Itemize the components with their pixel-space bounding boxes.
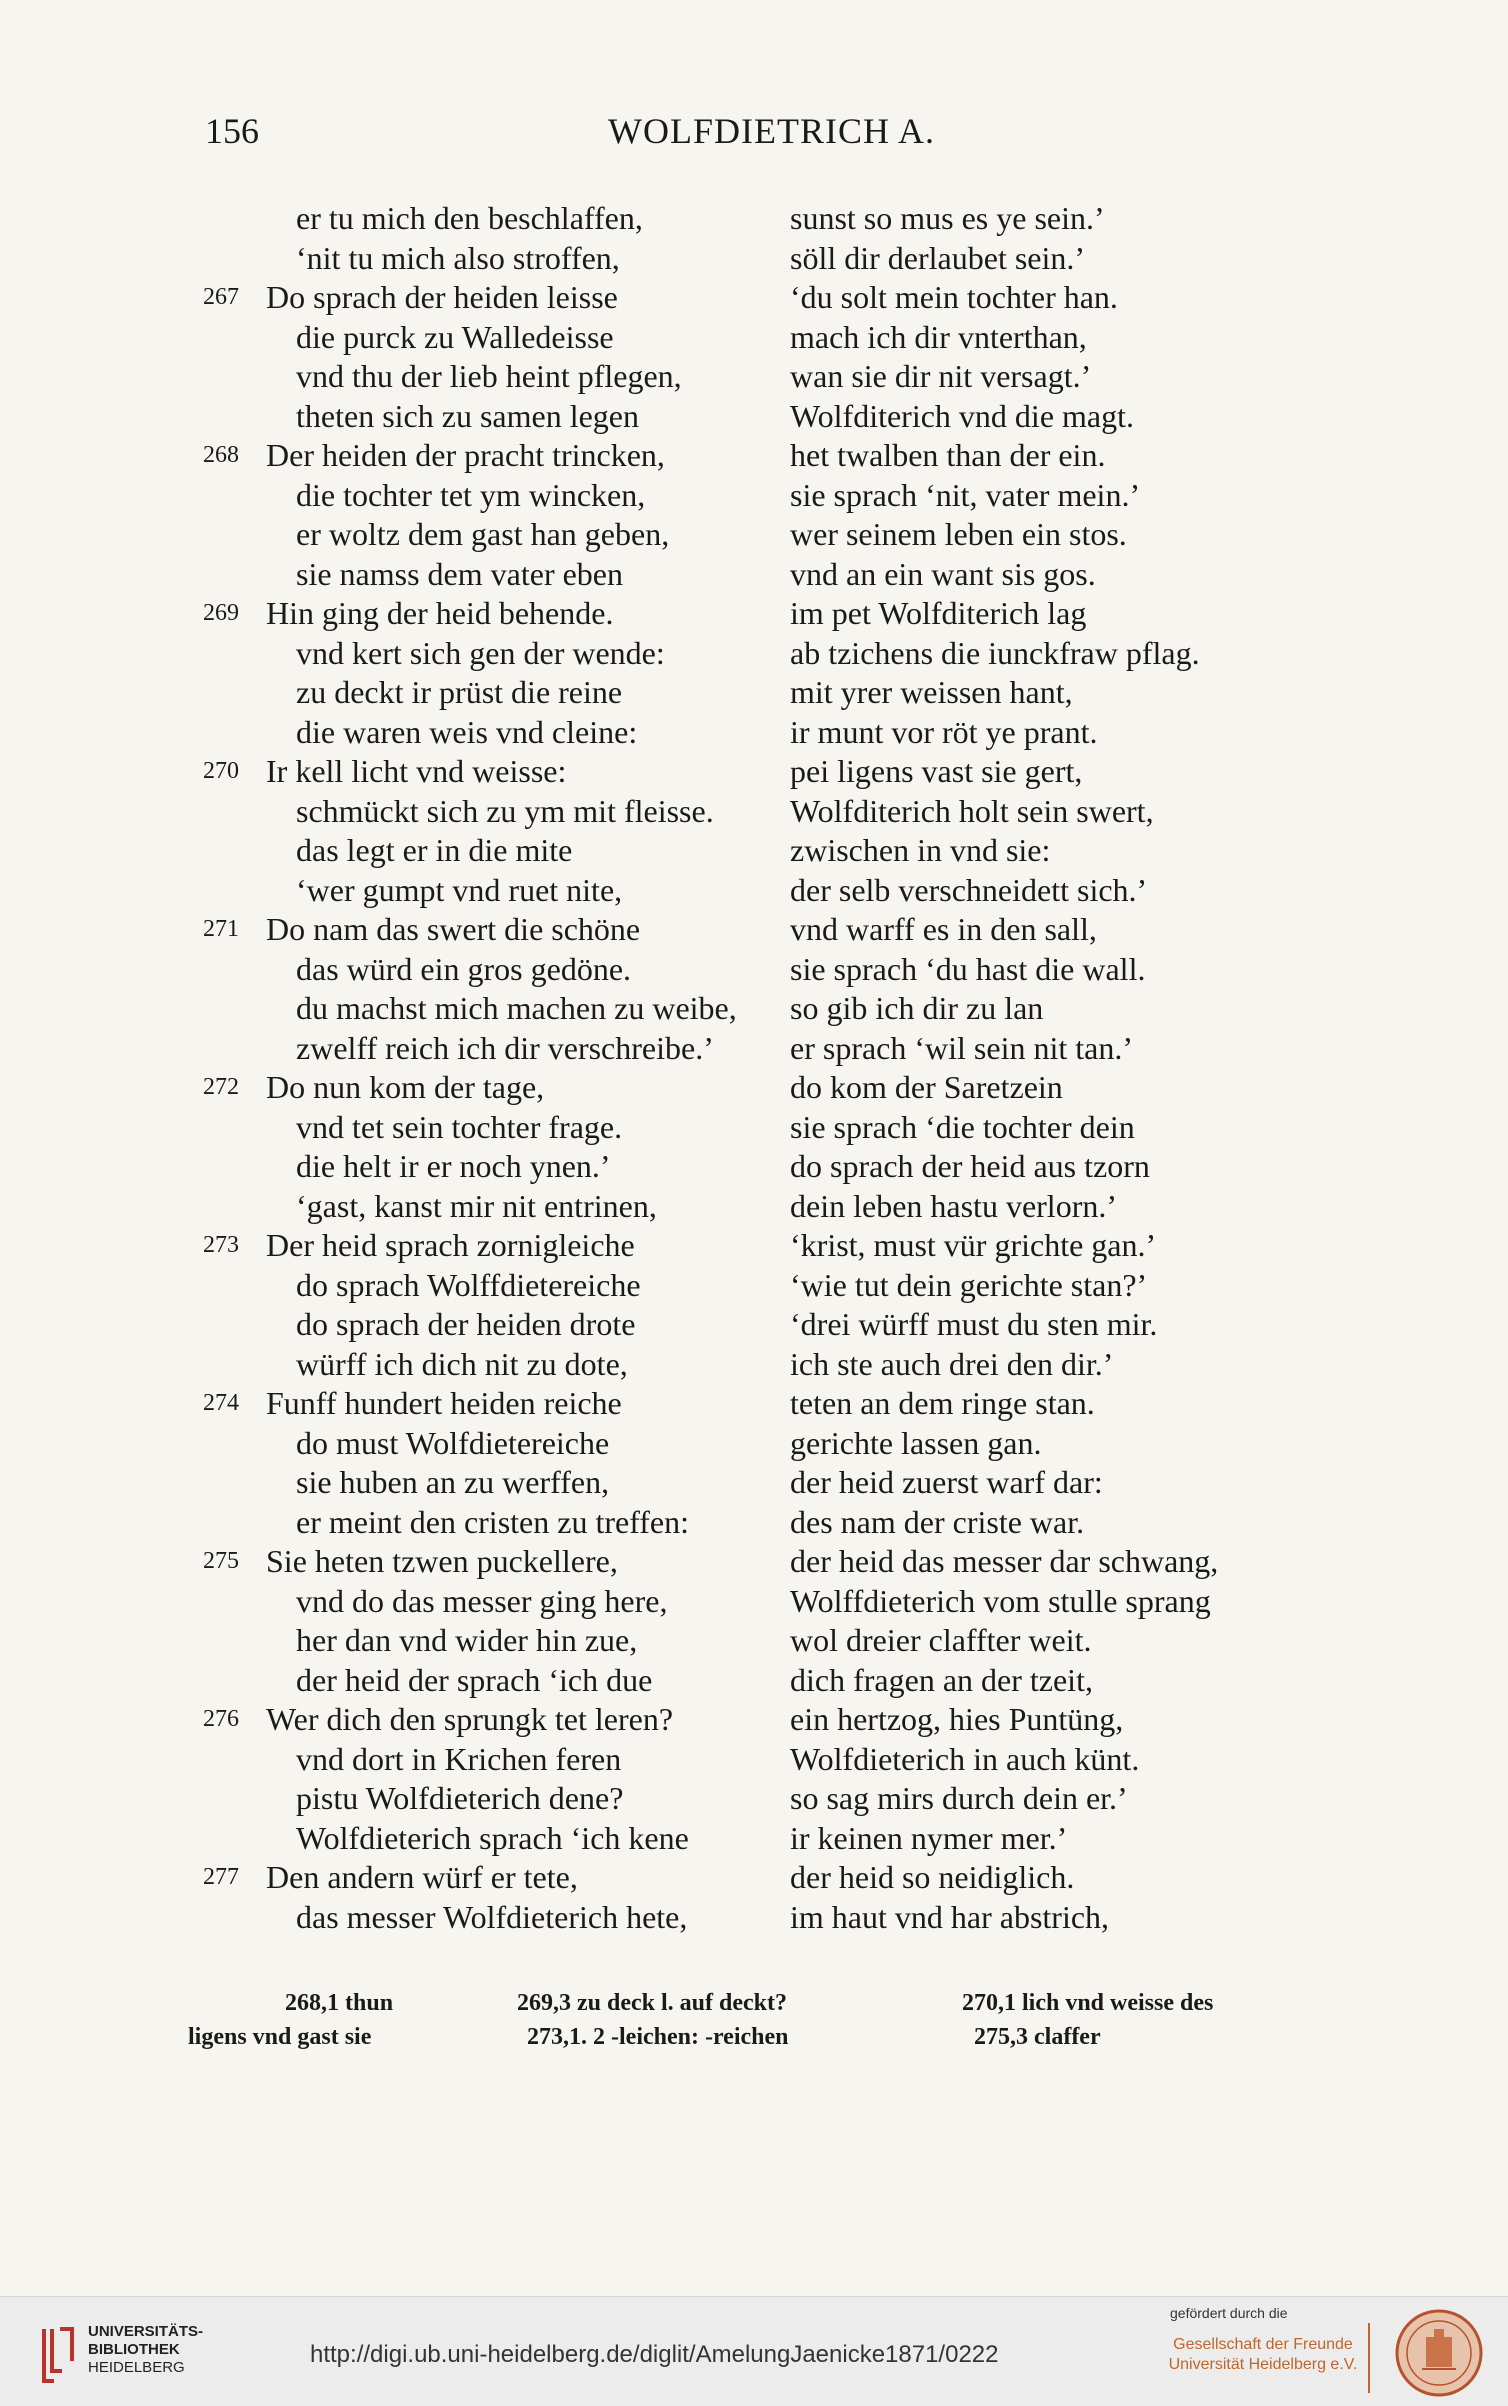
second-half-line: wol dreier claffter weit. [790,1622,1092,1658]
first-half-line: pistu Wolfdieterich dene? [296,1780,624,1816]
second-half-line: ‘du solt mein tochter han. [790,279,1118,315]
first-half-line: sie huben an zu werffen, [296,1464,610,1500]
second-half-line: so gib ich dir zu lan [790,990,1044,1026]
verse-line [0,909,1508,949]
second-half-line: ich ste auch drei den dir.’ [790,1346,1114,1382]
first-half-line: die tochter tet ym wincken, [296,477,646,513]
first-half-line: Do sprach der heiden leisse [266,279,618,315]
verse-line [0,198,1508,238]
university-seal-icon [1384,2307,1494,2399]
first-half-line: die purck zu Walledeisse [296,319,614,355]
second-half-line: sie sprach ‘du hast die wall. [790,951,1146,987]
first-half-line: schmückt sich zu ym mit fleisse. [296,793,714,829]
first-half-line: vnd dort in Krichen feren [296,1741,622,1777]
verse-line [0,988,1508,1028]
first-half-line: du machst mich machen zu weibe, [296,990,737,1026]
second-half-line: het twalben than der ein. [790,437,1106,473]
first-half-line: Ir kell licht vnd weisse: [266,753,567,789]
stanza-number: 268 [203,442,239,468]
first-half-line: der heid der sprach ‘ich due [296,1662,653,1698]
second-half-line: ‘drei würff must du sten mir. [790,1306,1158,1342]
stanza-number: 272 [203,1074,239,1100]
first-half-line: zwelff reich ich dir verschreibe.’ [296,1030,714,1066]
verse-line [0,1541,1508,1581]
second-half-line: söll dir derlaubet sein.’ [790,240,1086,276]
first-half-line: Funff hundert heiden reiche [266,1385,622,1421]
second-half-line: ir keinen nymer mer.’ [790,1820,1068,1856]
second-half-line: im haut vnd har abstrich, [790,1899,1110,1935]
page-header [0,110,1508,170]
first-half-line: er meint den cristen zu treffen: [296,1504,690,1540]
first-half-line: vnd tet sein tochter frage. [296,1109,623,1145]
permalink-url[interactable]: http://digi.ub.uni-heidelberg.de/diglit/AmelungJaenicke1871/0222 [310,2341,999,2368]
verse-line [0,1660,1508,1700]
second-half-line: des nam der criste war. [790,1504,1085,1540]
second-half-line: gerichte lassen gan. [790,1425,1042,1461]
first-half-line: vnd thu der lieb heint pflegen, [296,358,682,394]
footnote: 270,1 lich vnd weisse des [962,1990,1214,2016]
verse-line [0,277,1508,317]
footnote: 275,3 claffer [974,2024,1101,2050]
verse-line [0,317,1508,357]
verse-line [0,1146,1508,1186]
page-number: 156 [205,111,259,151]
verse-line [0,712,1508,752]
first-half-line: do must Wolfdietereiche [296,1425,610,1461]
first-half-line: vnd kert sich gen der wende: [296,635,665,671]
stanza-number: 271 [203,916,239,942]
verse-line [0,1383,1508,1423]
first-half-line: Den andern würf er tete, [266,1859,578,1895]
verse-line [0,1423,1508,1463]
first-half-line: würff ich dich nit zu dote, [296,1346,628,1382]
verse-line [0,356,1508,396]
verse-line [0,1897,1508,1937]
second-half-line: dein leben hastu verlorn.’ [790,1188,1117,1224]
second-half-line: der selb verschneidett sich.’ [790,872,1148,908]
society-name: Gesellschaft der Freunde Universität Heidelberg e.V. [1168,2336,1358,2373]
running-title: WOLFDIETRICH A. [608,111,935,151]
verse-line [0,1265,1508,1305]
first-half-line: her dan vnd wider hin zue, [296,1622,638,1658]
verse-line [0,1067,1508,1107]
first-half-line: er woltz dem gast han geben, [296,516,670,552]
first-half-line: Hin ging der heid behende. [266,595,614,631]
first-half-line: zu deckt ir prüst die reine [296,674,623,710]
second-half-line: vnd warff es in den sall, [790,911,1097,947]
first-half-line: das legt er in die mite [296,832,573,868]
footer-bar [0,2296,1508,2406]
verse-line [0,1699,1508,1739]
verse-line [0,751,1508,791]
verse-line [0,672,1508,712]
second-half-line: mit yrer weissen hant, [790,674,1073,710]
first-half-line: Wolfdieterich sprach ‘ich kene [296,1820,689,1856]
first-half-line: ‘wer gumpt vnd ruet nite, [296,872,623,908]
verse-line [0,1107,1508,1147]
stanza-number: 277 [203,1864,239,1890]
funded-by-label: gefördert durch die [1170,2305,1288,2321]
second-half-line: der heid das messer dar schwang, [790,1543,1219,1579]
second-half-line: vnd an ein want sis gos. [790,556,1096,592]
first-half-line: Do nun kom der tage, [266,1069,545,1105]
second-half-line: pei ligens vast sie gert, [790,753,1083,789]
verse-line [0,1818,1508,1858]
verse-line [0,949,1508,989]
second-half-line: Wolffdieterich vom stulle sprang [790,1583,1211,1619]
verse-line [0,633,1508,673]
second-half-line: ‘wie tut dein gerichte stan?’ [790,1267,1148,1303]
second-half-line: ein hertzog, hies Puntüng, [790,1701,1124,1737]
verse-line [0,1581,1508,1621]
verse-line [0,593,1508,633]
first-half-line: do sprach Wolffdietereiche [296,1267,641,1303]
second-half-line: ‘krist, must vür grichte gan.’ [790,1227,1157,1263]
verse-line [0,1778,1508,1818]
second-half-line: Wolfdieterich in auch künt. [790,1741,1140,1777]
verse-line [0,1462,1508,1502]
second-half-line: er sprach ‘wil sein nit tan.’ [790,1030,1133,1066]
verse-line [0,791,1508,831]
verse-line [0,1739,1508,1779]
second-half-line: ab tzichens die iunckfraw pflag. [790,635,1200,671]
second-half-line: do sprach der heid aus tzorn [790,1148,1150,1184]
second-half-line: der heid zuerst warf dar: [790,1464,1103,1500]
verse-line [0,1344,1508,1384]
footnote: ligens vnd gast sie [188,2024,372,2050]
stanza-number: 276 [203,1706,239,1732]
first-half-line: die waren weis vnd cleine: [296,714,638,750]
second-half-line: im pet Wolfditerich lag [790,595,1087,631]
first-half-line: er tu mich den beschlaffen, [296,200,643,236]
first-half-line: sie namss dem vater eben [296,556,623,592]
second-half-line: wer seinem leben ein stos. [790,516,1127,552]
second-half-line: sunst so mus es ye sein.’ [790,200,1105,236]
library-name: UNIVERSITÄTS- BIBLIOTHEK HEIDELBERG [88,2323,204,2376]
second-half-line: Wolfditerich holt sein swert, [790,793,1154,829]
first-half-line: ‘gast, kanst mir nit entrinen, [296,1188,657,1224]
verse-line [0,475,1508,515]
first-half-line: vnd do das messer ging here, [296,1583,668,1619]
second-half-line: dich fragen an der tzeit, [790,1662,1093,1698]
first-half-line: die helt ir er noch ynen.’ [296,1148,611,1184]
footnote: 268,1 thun [285,1990,394,2016]
verse-line [0,554,1508,594]
footnote: 269,3 zu deck l. auf deckt? [517,1990,787,2016]
verse-line [0,1186,1508,1226]
second-half-line: Wolfditerich vnd die magt. [790,398,1134,434]
stanza-number: 274 [203,1390,239,1416]
verse-line [0,1225,1508,1265]
verse-line [0,238,1508,278]
second-half-line: mach ich dir vnterthan, [790,319,1087,355]
first-half-line: theten sich zu samen legen [296,398,639,434]
first-half-line: Der heid sprach zornigleiche [266,1227,635,1263]
second-half-line: sie sprach ‘die tochter dein [790,1109,1135,1145]
first-half-line: Do nam das swert die schöne [266,911,641,947]
stanza-number: 270 [203,758,239,784]
verse-line [0,1028,1508,1068]
verse-line [0,1620,1508,1660]
first-half-line: ‘nit tu mich also stroffen, [296,240,620,276]
second-half-line: zwischen in vnd sie: [790,832,1051,868]
stanza-number: 267 [203,284,239,310]
first-half-line: Wer dich den sprungk tet leren? [266,1701,674,1737]
second-half-line: ir munt vor röt ye prant. [790,714,1098,750]
first-half-line: Der heiden der pracht trincken, [266,437,665,473]
first-half-line: Sie heten tzwen puckellere, [266,1543,618,1579]
second-half-line: der heid so neidiglich. [790,1859,1075,1895]
stanza-number: 269 [203,600,239,626]
first-half-line: das würd ein gros gedöne. [296,951,632,987]
second-half-line: so sag mirs durch dein er.’ [790,1780,1128,1816]
first-half-line: do sprach der heiden drote [296,1306,636,1342]
verse-line [0,1857,1508,1897]
verse-line [0,514,1508,554]
second-half-line: do kom der Saretzein [790,1069,1063,1105]
verse-line [0,870,1508,910]
verse-line [0,435,1508,475]
verse-line [0,1304,1508,1344]
verse-line [0,830,1508,870]
second-half-line: sie sprach ‘nit, vater mein.’ [790,477,1141,513]
first-half-line: das messer Wolfdieterich hete, [296,1899,688,1935]
second-half-line: teten an dem ringe stan. [790,1385,1095,1421]
verse-line [0,396,1508,436]
stanza-number: 275 [203,1548,239,1574]
stanza-number: 273 [203,1232,239,1258]
second-half-line: wan sie dir nit versagt.’ [790,358,1092,394]
footnote: 273,1. 2 -leichen: -reichen [527,2024,789,2050]
library-logo-icon [38,2325,80,2385]
verse-line [0,1502,1508,1542]
footer-divider [1368,2323,1370,2393]
